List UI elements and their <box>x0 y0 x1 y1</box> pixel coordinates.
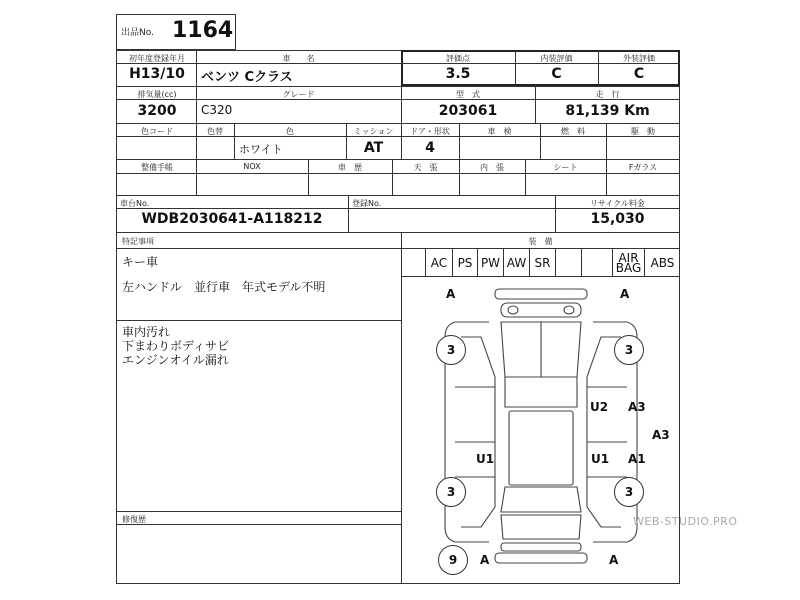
diagram-left-body <box>461 337 495 527</box>
inspection-label: 車 検 <box>487 127 512 136</box>
recycle-fee-label: リサイクル料金 <box>590 199 645 208</box>
mark-a3-upper: A3 <box>628 400 646 414</box>
transmission-value: AT <box>363 140 384 156</box>
mileage-value: 81,139 Km <box>565 103 650 119</box>
condition-line-3: エンジンオイル漏れ <box>122 353 229 367</box>
equip-airbag-line1: AIR <box>618 250 639 265</box>
model-code-label: 型 式 <box>456 90 480 99</box>
exterior-grade-value: C <box>633 66 645 82</box>
windshield-label: Fガラス <box>628 163 658 172</box>
mark-a1: A1 <box>628 452 646 466</box>
door-shape-value: 4 <box>425 140 435 156</box>
diagram-rear-window <box>501 487 581 512</box>
history-label: 車 歴 <box>338 163 362 172</box>
interior-grade-value: C <box>551 66 562 82</box>
seat-label: シート <box>553 163 578 172</box>
car-diagram <box>401 277 680 584</box>
equip-airbag <box>613 249 645 276</box>
equip-ps: PS <box>453 249 478 276</box>
condition-line-1: 車内汚れ <box>122 325 171 339</box>
recycle-fee-value: 15,030 <box>590 211 645 227</box>
score-label: 評価点 <box>446 54 470 63</box>
special-notes-label: 特記事項 <box>122 237 154 246</box>
color-label: 色 <box>286 127 294 136</box>
mark-u2: U2 <box>590 400 609 414</box>
condition-line-2: 下まわりボディサビ <box>122 339 230 353</box>
score-value: 3.5 <box>445 66 471 82</box>
mark-a3-side: A3 <box>652 428 670 442</box>
mark-front-left: A <box>446 287 456 301</box>
transmission-label: ミッション <box>353 127 394 136</box>
equip-pw: PW <box>478 249 504 276</box>
registration-label: 登録No. <box>352 199 382 208</box>
mark-front-right: A <box>620 287 630 301</box>
equip-sr: SR <box>530 249 556 276</box>
equip-aw: AW <box>504 249 530 276</box>
equip-ac: AC <box>426 249 453 276</box>
spare-tyre: 9 <box>438 545 468 575</box>
displacement-label: 排気量(cc) <box>137 90 177 99</box>
door-shape-label: ドア・形状 <box>410 127 450 136</box>
tyre-front-left: 3 <box>436 335 466 365</box>
mark-rear-left: A <box>480 553 490 567</box>
diagram-front-bumper <box>495 289 587 299</box>
equip-abs: ABS <box>650 255 675 270</box>
service-book-label: 整備手帳 <box>141 163 173 172</box>
diagram-rear-panel <box>501 543 581 551</box>
exterior-grade-label: 外装評価 <box>623 54 655 63</box>
diagram-headlight-right <box>564 306 574 314</box>
tyre-rear-left: 3 <box>436 477 466 507</box>
vin-value: WDB2030641-A118212 <box>141 211 323 227</box>
equip-blank-1 <box>401 249 426 276</box>
diagram-cabin <box>505 377 577 407</box>
drive-label: 駆 動 <box>631 127 655 136</box>
mark-u1-left: U1 <box>476 452 495 466</box>
watermark: WEB-STUDIO.PRO <box>633 515 738 528</box>
tyre-front-right: 3 <box>614 335 644 365</box>
color-value: ホワイト <box>239 143 283 156</box>
model-code-value: 203061 <box>438 103 498 119</box>
year-value: H13/10 <box>129 66 185 82</box>
notes-line-import: 左ハンドル 並行車 年式モデル不明 <box>122 280 326 294</box>
headliner-label: 天 張 <box>413 163 438 172</box>
equip-airbag-line2: BAG <box>615 260 642 275</box>
fuel-label: 燃 料 <box>561 127 585 136</box>
notes-line-key: キー車 <box>122 255 159 269</box>
displacement-value: 3200 <box>137 103 177 119</box>
diagram-front-grille <box>501 303 581 317</box>
color-code-label: 色コード <box>141 127 173 136</box>
mileage-label: 走 行 <box>595 90 620 99</box>
vin-label: 車台No. <box>120 199 150 208</box>
diagram-rear-bumper <box>495 553 587 563</box>
color-change-label: 色替 <box>207 127 223 136</box>
mark-rear-right: A <box>609 553 619 567</box>
trim-label: 内 張 <box>480 163 504 172</box>
equip-blank-2 <box>556 249 582 276</box>
nox-label: NOX <box>243 162 261 171</box>
equipment-label: 装 備 <box>528 237 553 246</box>
grade-label: グレード <box>282 90 315 99</box>
grade-value: C320 <box>201 103 233 117</box>
interior-grade-label: 内装評価 <box>540 54 573 63</box>
lot-label: 出品No. <box>121 28 154 38</box>
equip-blank-3 <box>582 249 613 276</box>
repair-history-label: 修復歴 <box>122 515 146 524</box>
car-name-value: ベンツ Cクラス <box>201 70 293 85</box>
diagram-trunk <box>501 515 581 539</box>
diagram-roof <box>509 411 573 485</box>
mark-u1-right: U1 <box>591 452 610 466</box>
tyre-rear-right: 3 <box>614 477 644 507</box>
year-label: 初年度登録年月 <box>129 54 185 63</box>
car-name-label: 車 名 <box>282 54 315 63</box>
diagram-headlight-left <box>508 306 518 314</box>
lot-number: 1164 <box>172 18 234 43</box>
